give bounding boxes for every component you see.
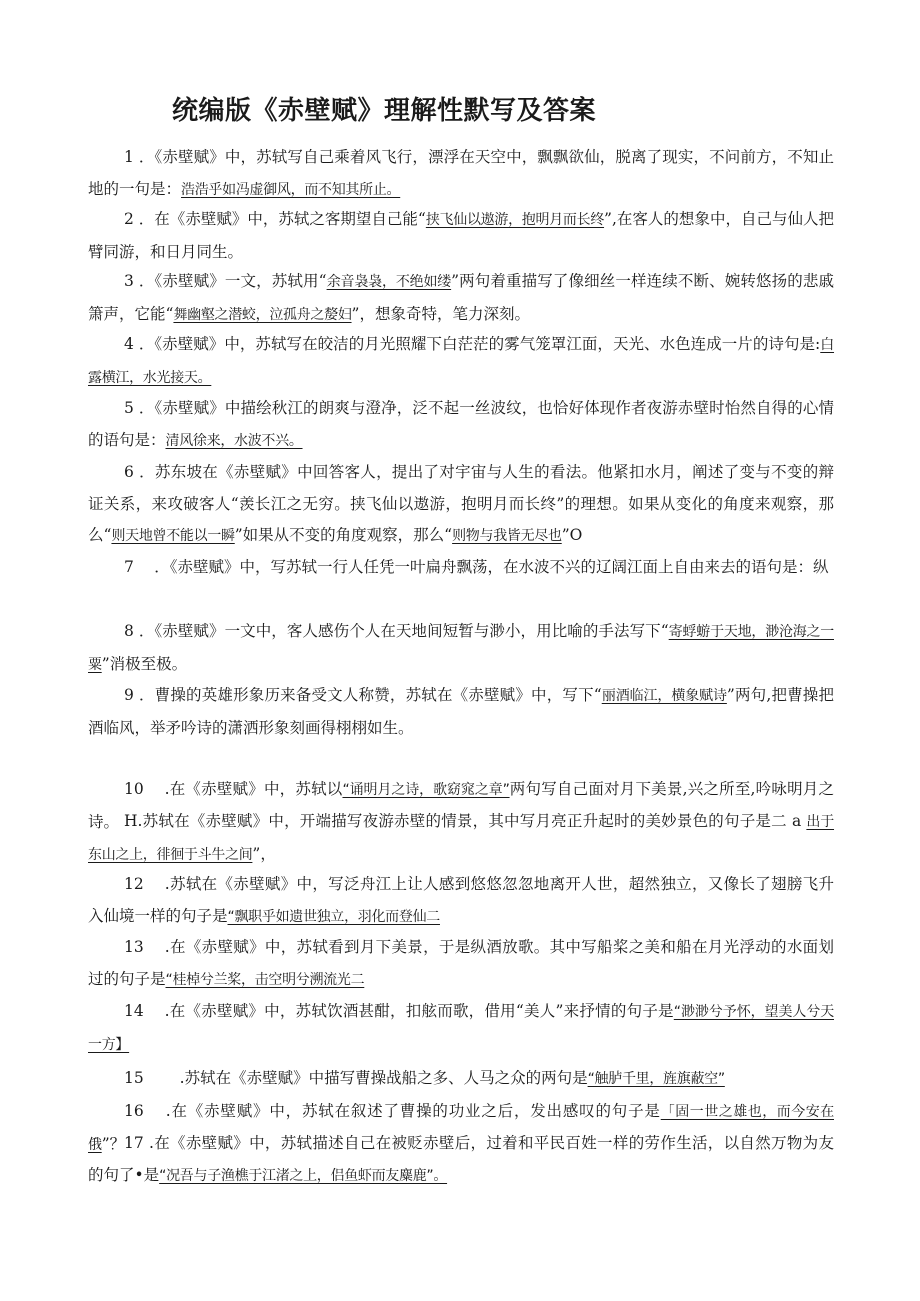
answer-text: 出于东山之上，徘徊于斗牛之间 xyxy=(88,814,835,863)
question-4 xyxy=(88,329,834,394)
answer-text: 则物与我皆无尽也 xyxy=(452,528,562,544)
question-text: ”， xyxy=(252,844,276,863)
question-text: 13 .在《赤壁赋》中，苏轼看到月下美景，于是纵酒放歌。其中写船桨之美和船在月光浮动的水面划过的句子是 xyxy=(88,938,834,988)
question-5 xyxy=(88,393,834,457)
question-12 xyxy=(88,869,834,933)
answer-text: 寄蜉蝣于天地，渺沧海之一粟 xyxy=(88,624,834,673)
question-text: 16 .在《赤壁赋》中，苏轼在叙述了曹操的功业之后，发出感叹的句子是 xyxy=(124,1102,661,1120)
answer-text: “触胪千里，旌旗蔽空” xyxy=(587,1071,725,1087)
question-text: ”,在客人的想象中，自己与仙人把臂同游，和日月同生。 xyxy=(88,210,834,261)
question-8 xyxy=(88,616,834,681)
answer-text: 清风徐来，水波不兴。 xyxy=(165,432,303,449)
question-13 xyxy=(88,932,834,996)
question-text: 6 ．苏东坡在《赤壁赋》中回答客人，提出了对宇宙与人生的看法。他紧扣水月，阐述了变与不变的辩证关系，来攻破客人“羡长江之无穷。挟飞仙以遨游，抱明月而长终”的理想。如果从变化的角度来观察，那么“ xyxy=(88,463,834,544)
answer-text: “桂棹兮兰桨，击空明兮溯流光二 xyxy=(165,971,365,988)
question-15 xyxy=(88,1063,834,1096)
question-3 xyxy=(88,266,834,331)
question-text: 8 ．《赤壁赋》一文中，客人感伤个人在天地间短暂与渺小，用比喻的手法写下“ xyxy=(124,622,669,640)
answer-text: 余音袅袅，不绝如缕 xyxy=(326,274,452,290)
question-text: ”？ xyxy=(101,1134,126,1153)
question-text: ”O xyxy=(561,526,583,544)
question-6 xyxy=(88,457,834,553)
question-text: ”，想象奇特，笔力深刻。 xyxy=(351,304,530,323)
question-text: ”如果从不变的角度观察，那么“ xyxy=(234,526,453,544)
answer-text: “况吾与子渔樵于江渚之上，侣鱼虾而友麋鹿”。 xyxy=(159,1167,448,1184)
question-text: 3 ．《赤壁赋》一文，苏轼用“ xyxy=(124,272,327,290)
question-1 xyxy=(88,142,834,206)
question-text: 9 ．曹操的英雄形象历来备受文人称赞，苏轼在《赤壁赋》中，写下“ xyxy=(124,686,602,704)
question-text: 14 .在《赤壁赋》中，苏轼饮酒甚酣，扣舷而歌，借用“美人”来抒情的句子是 xyxy=(124,1002,674,1020)
question-14 xyxy=(88,996,834,1061)
question-17 xyxy=(88,1128,834,1192)
question-11 xyxy=(88,806,834,871)
question-text: ”两句着重描写了像细丝一样连续不断、婉转悠扬的悲戚箫声，它能“ xyxy=(88,272,834,323)
answer-text: 白露横江，水光接天。 xyxy=(88,337,835,386)
answer-text: 丽酒临江，横象赋诗 xyxy=(601,688,727,704)
question-text: 两句写自己面对月下美景,兴之所至,吟咏明月之诗。 xyxy=(88,780,834,831)
question-text: H.苏轼在《赤壁赋》中，开端描写夜游赤壁的情景，其中写月亮正升起时的美妙景色的句子是二 a xyxy=(124,812,807,830)
question-text: 1 ．《赤壁赋》中，苏轼写自己乘着风飞行，漂浮在天空中，飘飘欲仙，脱离了现实，不问前方，不知止地的一句是： xyxy=(88,148,834,198)
answer-text: 浩浩乎如冯虚御风，而不知其所止。 xyxy=(181,181,401,198)
question-text: 5 ．《赤壁赋》中描绘秋江的朗爽与澄净，泛不起一丝波纹，也恰好体现作者夜游赤壁时怡然自得的心情的语句是： xyxy=(88,399,834,449)
question-9 xyxy=(88,680,834,744)
question-text: 7 ．《赤壁赋》中，写苏轼一行人任凭一叶扁舟飘荡，在水波不兴的辽阔江面上自由来去的语句是：纵 xyxy=(124,558,829,576)
page-title: 统编版《赤壁赋》理解性默写及答案 xyxy=(172,96,597,126)
question-text: 4 ．《赤壁赋》中，苏轼写在皎洁的月光照耀下白茫茫的雾气笼罩江面，天光、水色连成一片的诗句是: xyxy=(124,335,821,353)
answer-text: 舞幽壑之潜蛟，泣孤舟之嫠妇 xyxy=(173,306,352,323)
question-text: ”消极至极。 xyxy=(101,654,188,673)
answer-text: “渺渺兮予怀，望美人兮天一方】 xyxy=(88,1004,834,1053)
question-text: 15 .苏轼在《赤壁赋》中描写曹操战船之多、人马之众的两句是 xyxy=(124,1069,588,1087)
question-2 xyxy=(88,204,834,268)
answer-text: “诵明月之诗，歌窈窕之章” xyxy=(342,782,510,798)
question-text: ”两句,把曹操把酒临风，举矛吟诗的潇洒形象刻画得栩栩如生。 xyxy=(88,686,834,737)
answer-text: “飘职乎如遗世独立，羽化而登仙二 xyxy=(227,908,440,925)
question-text: 17 .在《赤壁赋》中，苏轼描述自己在被贬赤壁后，过着和平民百姓一样的劳作生活，以自然万物为友的句了•是 xyxy=(88,1134,834,1184)
answer-text: 则天地曾不能以一瞬 xyxy=(111,528,235,544)
question-7 xyxy=(88,552,834,584)
answer-text: 「固一世之雄也，而今安在俄 xyxy=(88,1104,834,1153)
question-text: 2 ．在《赤壁赋》中，苏轼之客期望自己能“ xyxy=(124,210,426,228)
question-text: 12 .苏轼在《赤壁赋》中，写泛舟江上让人感到悠悠忽忽地离开人世，超然独立，又像长了翅膀飞升入仙境一样的句子是 xyxy=(88,875,834,925)
question-text: 10 .在《赤壁赋》中，苏轼以 xyxy=(124,780,343,798)
answer-text: 挟飞仙以遨游，抱明月而长终 xyxy=(425,212,605,228)
